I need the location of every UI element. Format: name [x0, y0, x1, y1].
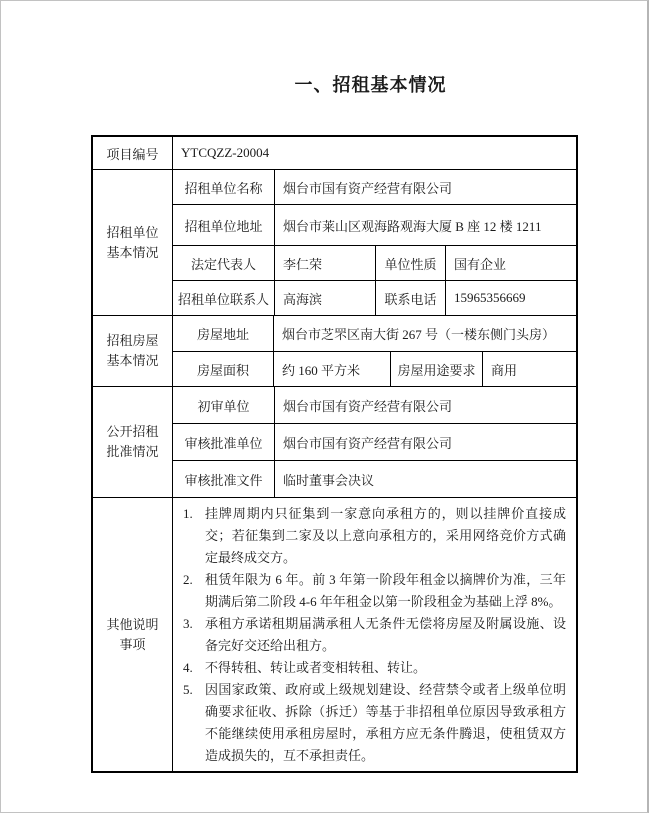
unit-address-label: 招租单位地址 [173, 205, 275, 245]
section-other-notes [93, 498, 576, 771]
section-label-text: 招租房屋基本情况 [106, 333, 159, 368]
row-unit-contact [173, 281, 576, 315]
unit-name-label: 招租单位名称 [173, 170, 275, 204]
approval-document-value: 临时董事会决议 [283, 472, 375, 488]
page-title: 一、招租基本情况 [294, 75, 447, 95]
house-address-value: 烟台市芝罘区南大街 267 号（一楼东侧门头房） [282, 327, 556, 342]
project-number-label: 项目编号 [93, 137, 173, 169]
house-use-value: 商用 [491, 362, 518, 378]
row-unit-address [173, 205, 576, 246]
unit-nature-value: 国有企业 [454, 256, 507, 272]
note-item-5 [183, 679, 568, 767]
unit-contact-value: 高海滨 [275, 281, 376, 315]
note-item-3 [183, 613, 568, 657]
section-unit-info-label [93, 170, 173, 315]
section-label-text: 其他说明事项 [106, 616, 159, 652]
note-number: 1. [183, 506, 193, 521]
note-number: 4. [183, 660, 193, 675]
section-house-info [93, 316, 576, 387]
row-project-number [93, 137, 576, 170]
notes-list [173, 498, 576, 771]
note-text: 不得转租、转让或者变相转租、转让。 [205, 660, 427, 675]
row-approval-unit [173, 424, 576, 461]
note-number: 2. [183, 572, 193, 587]
phone-label: 联系电话 [376, 281, 446, 315]
unit-contact-label: 招租单位联系人 [173, 281, 275, 315]
row-approval-document [173, 461, 576, 497]
row-unit-name [173, 170, 576, 205]
note-item-2 [183, 569, 568, 613]
section-unit-info [93, 170, 576, 316]
approval-document-label: 审核批准文件 [173, 461, 275, 497]
section-house-info-label [93, 316, 173, 386]
row-house-area [173, 352, 576, 386]
note-item-1 [183, 503, 568, 569]
unit-name-value: 烟台市国有资产经营有限公司 [283, 180, 453, 196]
note-item-4 [183, 657, 568, 679]
note-text: 挂牌周期内只征集到一家意向承租方的，则以挂牌价直接成交；若征集到二家及以上意向承租方的，采用网络竞价方式确定最终成交方。 [205, 506, 566, 565]
note-number: 3. [183, 616, 193, 631]
house-address-label: 房屋地址 [173, 316, 274, 351]
unit-nature-label: 单位性质 [376, 246, 446, 280]
rental-info-table [91, 135, 578, 773]
section-approval-info-label [93, 387, 173, 497]
section-approval-info [93, 387, 576, 498]
house-use-label: 房屋用途要求 [391, 352, 483, 386]
row-house-address [173, 316, 576, 352]
unit-address-value: 烟台市莱山区观海路观海大厦 B 座 12 楼 1211 [283, 218, 542, 234]
note-text: 因国家政策、政府或上级规划建设、经营禁令或者上级单位明确要求征收、拆除（拆迁）等基于非招租单位原因导致承租方不能继续使用承租房屋时，承租方应无条件腾退，使租赁双方造成损失的，互不承担责任。 [205, 682, 566, 763]
approval-unit-value: 烟台市国有资产经营有限公司 [283, 435, 453, 451]
initial-review-value: 烟台市国有资产经营有限公司 [283, 398, 453, 414]
phone-value: 15965356669 [454, 290, 526, 305]
row-initial-review [173, 387, 576, 424]
section-label-text: 公开招租批准情况 [106, 424, 159, 459]
initial-review-label: 初审单位 [173, 387, 275, 423]
note-text: 承租方承诺租期届满承租人无条件无偿将房屋及附属设施、设备完好交还给出租方。 [205, 616, 566, 653]
legal-rep-value: 李仁荣 [275, 246, 376, 280]
note-number: 5. [183, 682, 193, 697]
project-number-value: YTCQZZ-20004 [181, 145, 270, 160]
section-other-notes-label [93, 498, 173, 771]
approval-unit-label: 审核批准单位 [173, 424, 275, 460]
legal-rep-label: 法定代表人 [173, 246, 275, 280]
note-text: 租赁年限为 6 年。前 3 年第一阶段年租金以摘牌价为准，三年期满后第二阶段 4-6 年年租金以第一阶段租金为基础上浮 8%。 [205, 572, 566, 609]
house-area-label: 房屋面积 [173, 352, 274, 386]
house-area-value: 约 160 平方米 [274, 352, 391, 386]
row-legal-representative [173, 246, 576, 281]
section-label-text: 招租单位基本情况 [106, 224, 159, 260]
